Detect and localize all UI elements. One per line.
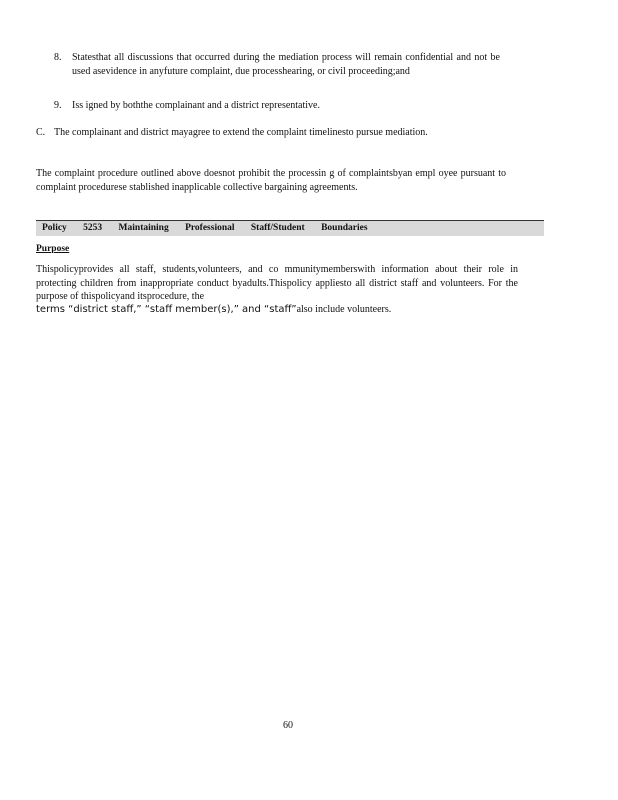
list-number-8: 8.	[54, 52, 62, 63]
section-c-letter: C.	[36, 127, 46, 138]
list-item-8-text: Statesthat all discussions that occurred during the mediation process will remain confidential and not be used asevidence in anyfuture complaint, due processhearing, or civil proceeding;and	[72, 52, 500, 77]
page-number: 60	[283, 720, 293, 731]
policy-header-bar	[36, 220, 544, 236]
purpose-heading: Purpose	[36, 244, 70, 254]
purpose-paragraph: Thispolicyprovides all staff, students,volunteers, and co mmunitymemberswith information about their role in protecting children from inappropriate conduct byadults.Thispolicy appliesto all district staff and volunteers. For the purpose of thispolicyand itsprocedure, the	[36, 264, 518, 302]
terms-definition: terms “district staff,” “staff member(s),” and “staff”	[36, 304, 297, 315]
section-c-text: The complainant and district mayagree to extend the complaint timelinesto pursue mediation.	[54, 127, 428, 138]
list-number-9: 9.	[54, 100, 62, 111]
policy-title: Policy 5253 Maintaining Professional Staff/Student Boundaries	[42, 223, 368, 233]
terms-line	[36, 303, 518, 317]
terms-rest: also include volunteers.	[296, 304, 392, 315]
complaint-procedure-paragraph: The complaint procedure outlined above doesnot prohibit the processin g of complaintsbyan empl oyee pursuant to complaint procedurese stablished inapplicable collective bargaining agreements.	[36, 168, 506, 193]
list-item-9-text: Iss igned by boththe complainant and a district representative.	[72, 100, 320, 111]
